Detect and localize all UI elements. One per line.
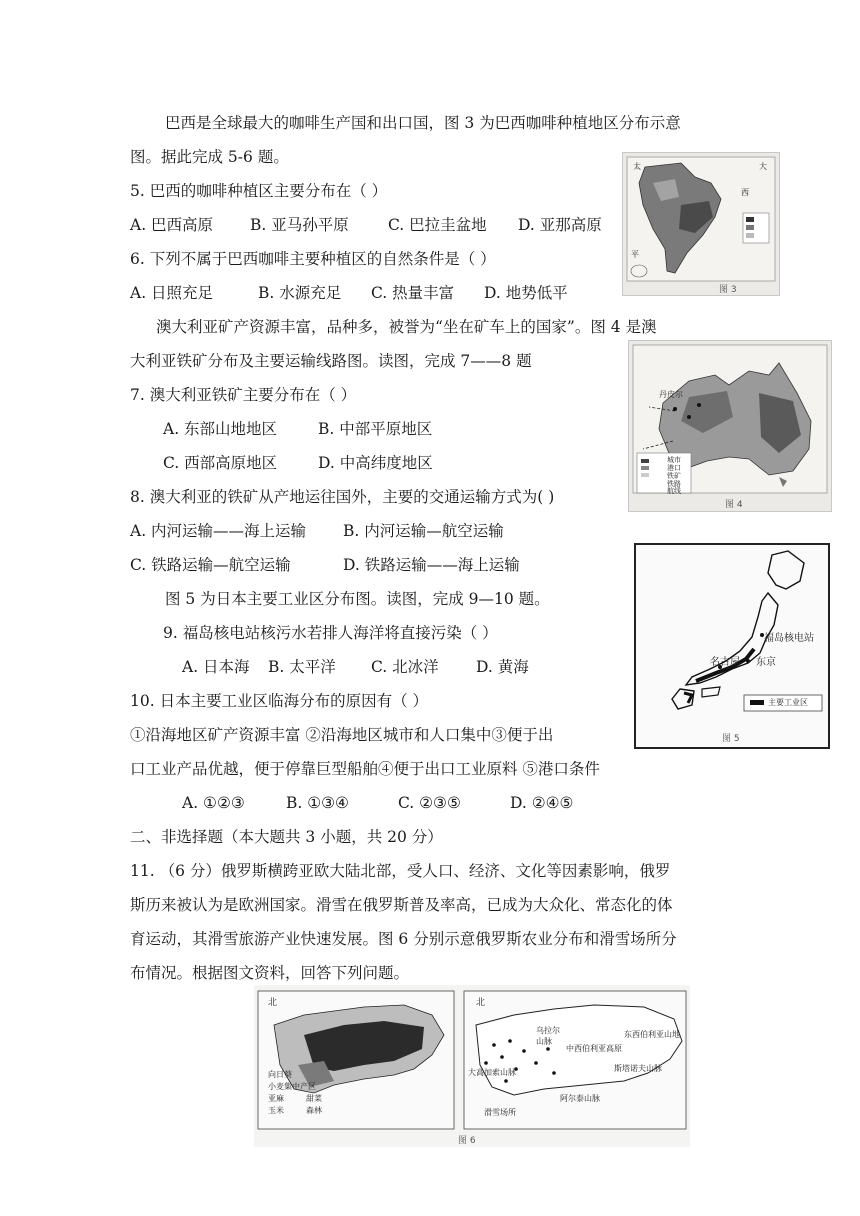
figure-6-legend-forest: 森林 <box>306 1106 322 1115</box>
question-5-option-a: A. 巴西高原 <box>130 216 214 234</box>
question-10-body-line-1: ①沿海地区矿产资源丰富 ②沿海地区城市和人口集中③便于出 <box>130 726 554 744</box>
figure-4-legend-shipping: 航线 <box>667 487 681 495</box>
figure-6-right-north: 北 <box>476 998 486 1008</box>
question-8-option-d: D. 铁路运输——海上运输 <box>343 556 520 574</box>
svg-text:大: 大 <box>759 162 767 171</box>
question-7-option-d: D. 中高纬度地区 <box>318 454 433 472</box>
figure-4-australia-map <box>628 340 832 512</box>
intro-brazil-line-2: 图。据此完成 5-6 题。 <box>130 148 289 166</box>
figure-5-japan-map <box>634 543 830 749</box>
question-7-stem: 7. 澳大利亚铁矿主要分布在（ ） <box>130 386 357 404</box>
figure-5-label-fukushima: 福岛核电站 <box>764 633 814 644</box>
question-8-option-a: A. 内河运输——海上运输 <box>130 522 307 540</box>
figure-6-legend-sunflower: 向日葵 <box>268 1070 292 1079</box>
figure-6-label-altai: 阿尔泰山脉 <box>560 1094 600 1103</box>
section-2-heading: 二、非选择题（本大题共 3 小题，共 20 分） <box>130 828 443 846</box>
figure-6-label-stanovoy: 斯塔诺夫山脉 <box>614 1064 662 1073</box>
question-6-option-a: A. 日照充足 <box>130 284 214 302</box>
figure-6-legend-wheat: 小麦集中产区 <box>268 1082 316 1091</box>
question-8-stem: 8. 澳大利亚的铁矿从产地运往国外，主要的交通运输方式为( ) <box>130 488 555 506</box>
figure-3-caption: 图 3 <box>719 285 737 295</box>
figure-6-label-caucasus: 大高加索山脉 <box>468 1068 516 1077</box>
question-6-stem: 6. 下列不属于巴西咖啡主要种植区的自然条件是（ ） <box>130 250 496 268</box>
intro-japan: 图 5 为日本主要工业区分布图。读图，完成 9—10 题。 <box>165 590 550 608</box>
question-6-option-c: C. 热量丰富 <box>371 284 455 302</box>
question-10-body-line-2: 口工业产品优越，便于停靠巨型船舶④便于出口工业原料 ⑤港口条件 <box>130 760 600 778</box>
question-5-option-b: B. 亚马孙平原 <box>250 216 349 234</box>
japan-map-drawing <box>636 545 828 747</box>
intro-australia-line-2: 大利亚铁矿分布及主要运输线路图。读图，完成 7——8 题 <box>130 352 532 370</box>
question-7-option-a: A. 东部山地地区 <box>163 420 278 438</box>
figure-5-label-tokyo: 东京 <box>756 657 776 668</box>
question-6-option-b: B. 水源充足 <box>258 284 342 302</box>
question-9-option-d: D. 黄海 <box>476 658 529 676</box>
figure-6-caption: 图 6 <box>458 1136 476 1146</box>
figure-4-legend-port: 港口 <box>667 464 681 472</box>
figure-6-legend-sugar-beet: 甜菜 <box>306 1094 322 1103</box>
question-5-stem: 5. 巴西的咖啡种植区主要分布在（ ） <box>130 182 388 200</box>
question-10-option-c: C. ②③⑤ <box>398 794 461 812</box>
figure-4-label-dampier: 丹皮尔 <box>659 390 683 399</box>
question-11-line-3: 育运动，其滑雪旅游产业快速发展。图 6 分别示意俄罗斯农业分布和滑雪场所分 <box>130 930 677 948</box>
question-11-line-2: 斯历来被认为是欧洲国家。滑雪在俄罗斯普及率高，已成为大众化、常态化的体 <box>130 896 673 914</box>
figure-4-legend-city: 城市 <box>667 456 681 464</box>
question-11-line-1: 11. （6 分）俄罗斯横跨亚欧大陆北部，受人口、经济、文化等因素影响，俄罗 <box>130 862 671 880</box>
figure-4-legend-railway: 铁路 <box>667 480 681 488</box>
question-7-option-c: C. 西部高原地区 <box>163 454 278 472</box>
question-5-option-c: C. 巴拉圭盆地 <box>388 216 487 234</box>
figure-6-left-north: 北 <box>268 998 278 1008</box>
figure-6-label-central-siberian: 中西伯利亚高原 <box>566 1044 622 1053</box>
figure-5-label-nagoya: 名古屋 <box>710 657 740 668</box>
question-8-option-c: C. 铁路运输—航空运输 <box>130 556 291 574</box>
svg-text:西: 西 <box>741 188 749 197</box>
figure-6-legend-ski-resort: 滑雪场所 <box>484 1108 516 1117</box>
svg-text:太: 太 <box>633 162 641 171</box>
question-10-stem: 10. 日本主要工业区临海分布的原因有（ ） <box>130 692 429 710</box>
figure-5-legend-industrial-zone: 主要工业区 <box>768 698 808 707</box>
intro-brazil-line-1: 巴西是全球最大的咖啡生产国和出口国，图 3 为巴西咖啡种植地区分布示意 <box>165 114 681 132</box>
question-6-option-d: D. 地势低平 <box>484 284 568 302</box>
question-9-option-b: B. 太平洋 <box>268 658 336 676</box>
question-5-option-d: D. 亚那高原 <box>518 216 602 234</box>
question-9-stem: 9. 福岛核电站核污水若排人海洋将直接污染（ ） <box>163 624 498 642</box>
australia-map-drawing <box>629 341 831 511</box>
svg-text:平: 平 <box>631 250 639 259</box>
question-7-option-b: B. 中部平原地区 <box>318 420 433 438</box>
question-8-option-b: B. 内河运输—航空运输 <box>343 522 504 540</box>
question-11-line-4: 布情况。根据图文资料，回答下列问题。 <box>130 964 410 982</box>
figure-3-brazil-map <box>622 152 780 296</box>
question-9-option-a: A. 日本海 <box>182 658 250 676</box>
figure-6-label-east-siberian: 东西伯利亚山地 <box>624 1030 680 1039</box>
intro-australia-line-1: 澳大利亚矿产资源丰富，品种多，被誉为“坐在矿车上的国家”。图 4 是澳 <box>156 318 657 336</box>
question-10-option-d: D. ②④⑤ <box>510 794 574 812</box>
figure-6-legend-flax: 亚麻 <box>268 1094 284 1103</box>
figure-6-label-ural: 乌拉尔山脉 <box>536 1026 560 1046</box>
figure-6-legend-corn: 玉米 <box>268 1106 284 1115</box>
question-9-option-c: C. 北冰洋 <box>371 658 439 676</box>
question-10-option-a: A. ①②③ <box>182 794 245 812</box>
figure-5-caption: 图 5 <box>722 734 740 744</box>
brazil-map-drawing <box>623 153 779 295</box>
question-10-option-b: B. ①③④ <box>286 794 349 812</box>
figure-6-russia-maps <box>254 985 690 1147</box>
figure-4-caption: 图 4 <box>725 500 743 510</box>
figure-4-legend-iron: 铁矿 <box>667 472 681 480</box>
